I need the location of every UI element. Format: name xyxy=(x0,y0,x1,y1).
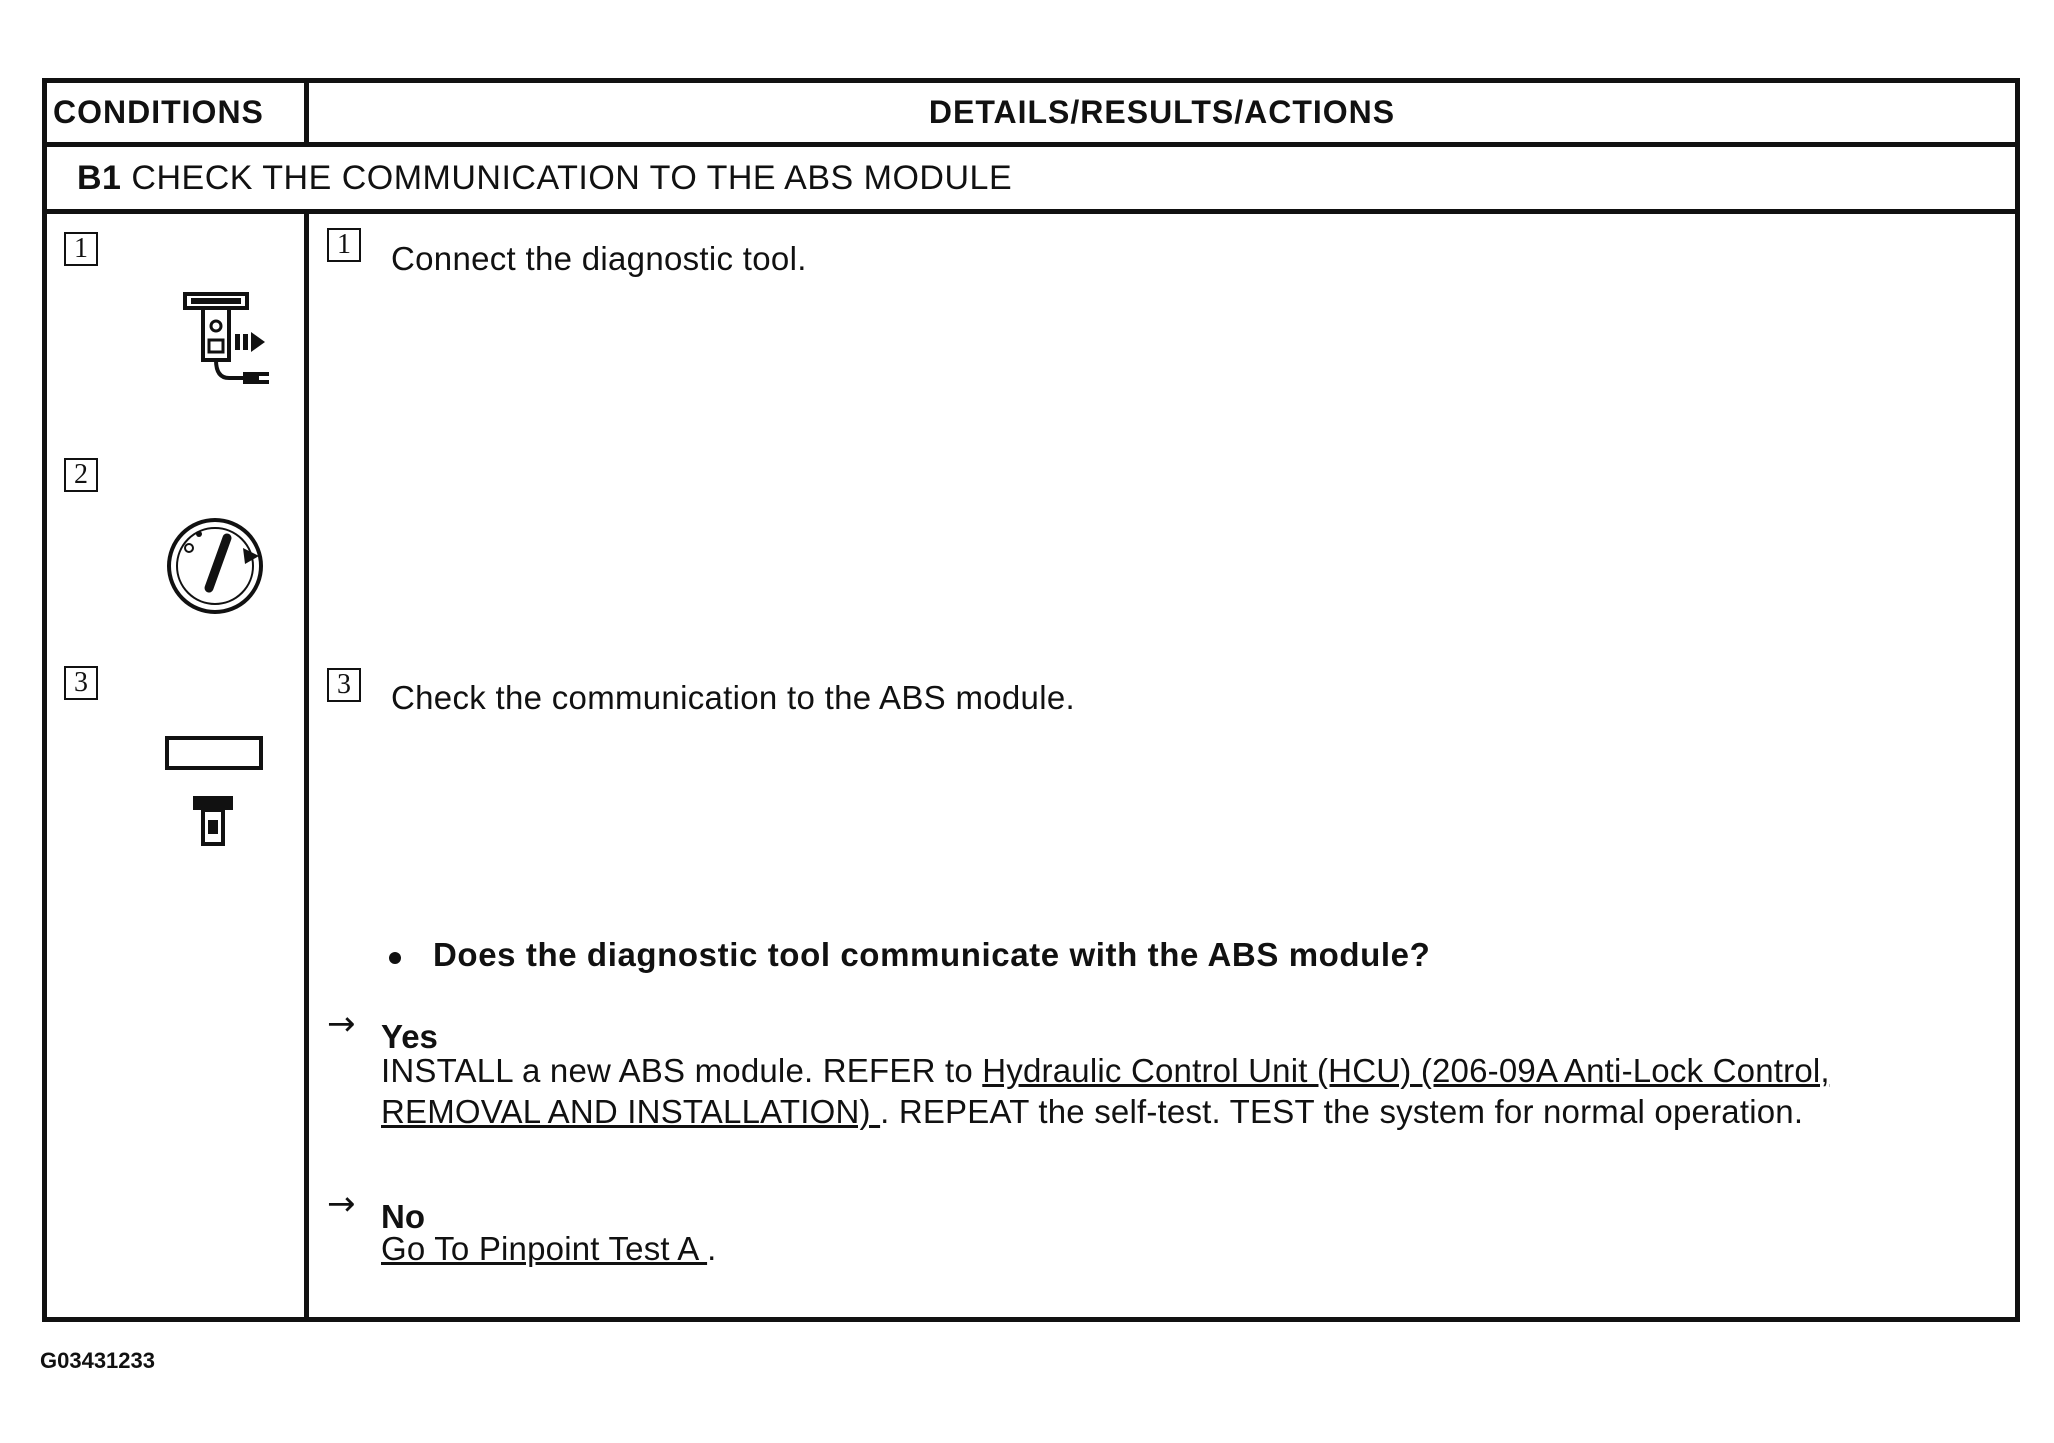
section-title xyxy=(77,147,1012,209)
conditions-column xyxy=(47,214,304,1317)
yes-text-before: INSTALL a new ABS module. REFER to xyxy=(381,1052,983,1089)
no-label: No xyxy=(381,1198,425,1235)
detail-step-number-1: 1 xyxy=(327,228,361,262)
header-conditions: CONDITIONS xyxy=(53,94,264,130)
yes-arrow-icon: → xyxy=(327,1004,356,1044)
diagnostic-tool-connect-icon xyxy=(159,284,277,402)
no-arrow-icon: → xyxy=(327,1184,356,1224)
yes-text-after: . REPEAT the self-test. TEST the system for normal operation. xyxy=(880,1093,1804,1130)
step-number-2: 2 xyxy=(64,458,98,492)
section-code: B1 xyxy=(77,159,122,197)
hcu-removal-link-part1[interactable]: Hydraulic Control Unit (HCU) (206-09A Anti-Lock Control, xyxy=(982,1052,1830,1089)
figure-id: G03431233 xyxy=(40,1348,155,1373)
scan-tool-display-icon xyxy=(163,734,273,854)
detail-step-number-3: 3 xyxy=(327,668,361,702)
pinpoint-test-a-link[interactable]: Go To Pinpoint Test A xyxy=(381,1230,708,1267)
ignition-key-on-icon xyxy=(163,510,273,620)
header-details: DETAILS/RESULTS/ACTIONS xyxy=(928,94,1396,130)
hcu-removal-link-part2[interactable]: REMOVAL AND INSTALLATION) xyxy=(381,1093,881,1130)
section-row xyxy=(47,147,2015,214)
section-title-text: CHECK THE COMMUNICATION TO THE ABS MODULE xyxy=(131,159,1013,197)
step-number-1: 1 xyxy=(64,232,98,266)
step-number-3: 3 xyxy=(64,666,98,700)
step-3-text: Check the communication to the ABS module. xyxy=(391,679,1075,716)
details-column xyxy=(309,214,2015,1317)
question-bullet xyxy=(389,952,401,964)
yes-action xyxy=(381,1050,1830,1132)
test-step-table xyxy=(42,78,2020,1322)
step-1-text: Connect the diagnostic tool. xyxy=(391,240,807,277)
no-action xyxy=(381,1228,716,1269)
table-header xyxy=(47,83,2015,147)
no-after: . xyxy=(707,1230,717,1267)
question-text: Does the diagnostic tool communicate with the ABS module? xyxy=(433,936,1431,973)
yes-label: Yes xyxy=(381,1018,438,1055)
